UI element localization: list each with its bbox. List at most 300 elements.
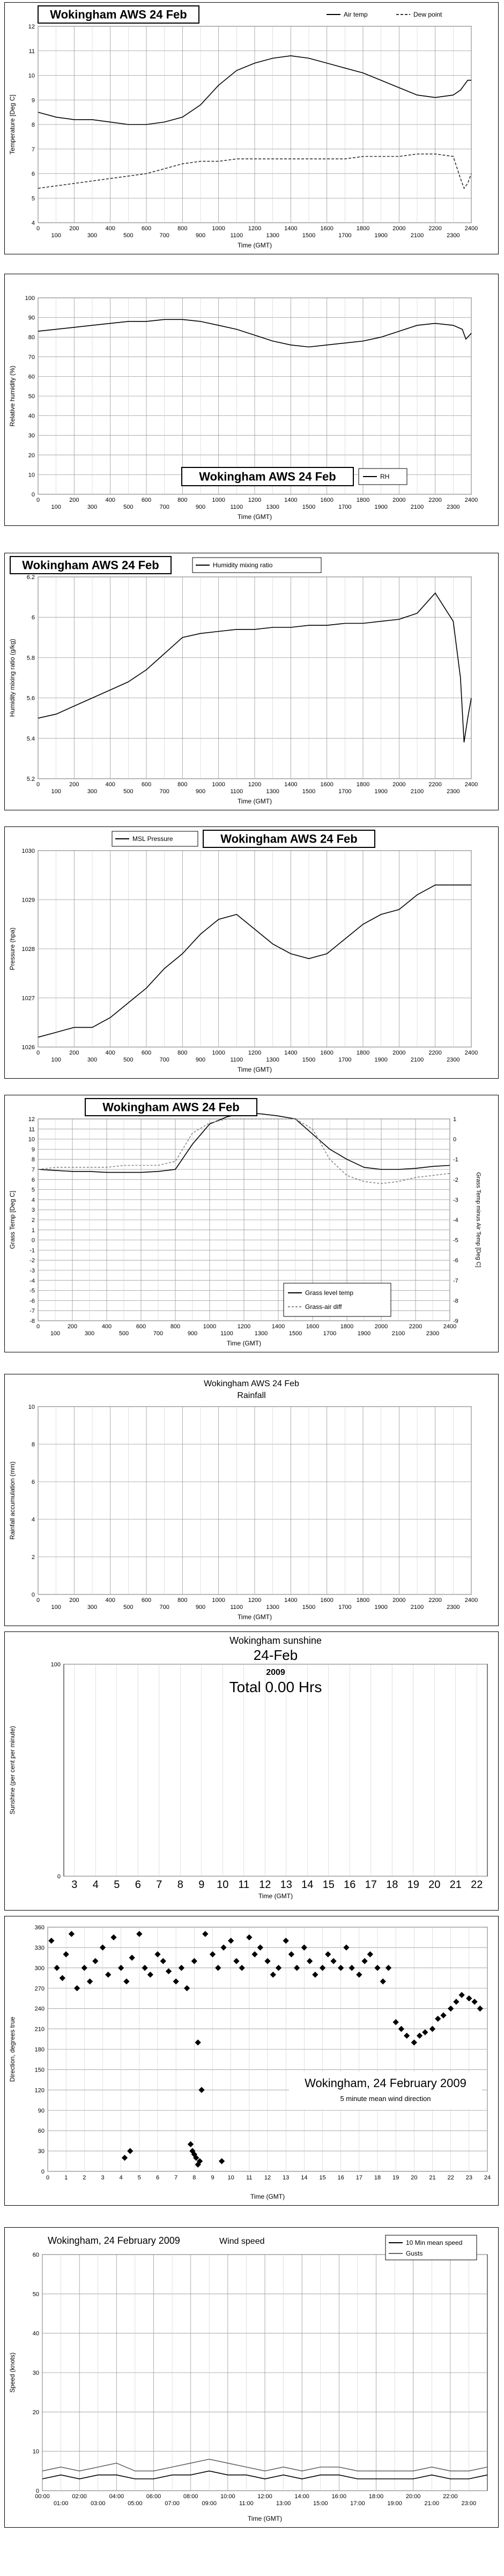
x-tick-label: 900 bbox=[187, 1330, 198, 1337]
y-tick-label: 30 bbox=[32, 2370, 39, 2376]
x-tick-label: 700 bbox=[153, 1330, 164, 1337]
chart-title: Wokingham AWS 24 Feb bbox=[204, 1379, 299, 1388]
x-tick-label: 14 bbox=[301, 1879, 314, 1891]
x-tick-label: 6 bbox=[135, 1879, 141, 1891]
y-tick-label: 12 bbox=[28, 1116, 35, 1123]
x-tick-label: 5 bbox=[114, 1879, 120, 1891]
pressure-chart-panel bbox=[4, 826, 499, 1079]
y-right-tick-label: -7 bbox=[453, 1277, 458, 1284]
x-tick-label: 1400 bbox=[284, 1050, 298, 1056]
y-tick-label: 7 bbox=[31, 146, 35, 153]
x-tick-label: 1100 bbox=[220, 1330, 233, 1337]
x-tick-label: 1100 bbox=[230, 232, 243, 239]
x-tick-label: 700 bbox=[159, 788, 169, 795]
x-tick-label: 2400 bbox=[464, 781, 478, 788]
y-tick-label: 1028 bbox=[21, 946, 35, 953]
x-tick-label: 900 bbox=[195, 1057, 206, 1063]
x-tick-label: 600 bbox=[141, 225, 152, 232]
x-tick-label: 1 bbox=[64, 2175, 68, 2181]
y-tick-label: 8 bbox=[31, 1157, 35, 1163]
x-tick-label: 0 bbox=[36, 781, 40, 788]
y-tick-label: 210 bbox=[34, 2026, 45, 2033]
x-tick-label: 0 bbox=[36, 1050, 40, 1056]
chart-svg-pressure bbox=[5, 827, 498, 1078]
y-tick-label: 100 bbox=[25, 295, 35, 302]
x-tick-label: 17 bbox=[365, 1879, 377, 1891]
y-tick-label: 11 bbox=[28, 48, 35, 55]
x-tick-label: 0 bbox=[46, 2175, 50, 2181]
x-tick-label: 12 bbox=[259, 1879, 271, 1891]
x-tick-label: 2200 bbox=[428, 1597, 442, 1604]
x-tick-label: 07:00 bbox=[165, 2500, 180, 2507]
x-tick-label: 15 bbox=[322, 1879, 335, 1891]
x-tick-label: 16 bbox=[337, 2175, 344, 2181]
x-tick-label: 19:00 bbox=[387, 2500, 402, 2507]
y-tick-label: 3 bbox=[31, 1207, 35, 1214]
temperature-chart-panel bbox=[4, 2, 499, 254]
x-tick-label: 7 bbox=[174, 2175, 178, 2181]
y-tick-label: 4 bbox=[31, 220, 35, 226]
x-tick-label: 17 bbox=[355, 2175, 362, 2181]
x-tick-label: 700 bbox=[159, 232, 169, 239]
x-tick-label: 3 bbox=[101, 2175, 105, 2181]
y-tick-label: 10 bbox=[28, 72, 35, 79]
y-tick-label: 0 bbox=[57, 1874, 61, 1880]
x-tick-label: 400 bbox=[105, 497, 115, 503]
x-tick-label: 100 bbox=[51, 232, 61, 239]
x-tick-label: 11 bbox=[238, 1879, 250, 1891]
chart-subtitle: Rainfall bbox=[237, 1391, 266, 1400]
x-tick-label: 1600 bbox=[320, 781, 333, 788]
x-tick-label: 2100 bbox=[410, 788, 424, 795]
x-tick-label: 400 bbox=[105, 1597, 115, 1604]
mixing-ratio-chart-panel bbox=[4, 553, 499, 810]
x-tick-label: 1600 bbox=[306, 1323, 320, 1330]
x-tick-label: 11:00 bbox=[239, 2500, 254, 2507]
x-tick-label: 2400 bbox=[464, 497, 478, 503]
x-axis-label: Time (GMT) bbox=[237, 513, 272, 521]
chart-year-label: 2009 bbox=[266, 1668, 285, 1677]
x-tick-label: 600 bbox=[141, 781, 152, 788]
y-tick-label: 6.2 bbox=[26, 574, 35, 581]
x-axis-label: Time (GMT) bbox=[258, 1892, 293, 1900]
x-tick-label: 300 bbox=[84, 1330, 95, 1337]
x-tick-label: 1000 bbox=[203, 1323, 217, 1330]
y-tick-label: 8 bbox=[31, 1441, 35, 1448]
x-tick-label: 1400 bbox=[284, 1597, 298, 1604]
x-tick-label: 1800 bbox=[340, 1323, 354, 1330]
y-tick-label: 90 bbox=[28, 314, 35, 321]
y-tick-label: 330 bbox=[34, 1944, 45, 1951]
chart-svg-temperature bbox=[5, 3, 498, 254]
x-tick-label: 2100 bbox=[391, 1330, 405, 1337]
y-tick-label: -3 bbox=[29, 1268, 35, 1274]
y-axis-label: Direction, degrees true bbox=[9, 2016, 16, 2082]
x-tick-label: 2200 bbox=[409, 1323, 423, 1330]
chart-svg-rainfall bbox=[5, 1374, 498, 1626]
legend-label: Humidity mixing ratio bbox=[213, 561, 273, 569]
x-tick-label: 2000 bbox=[392, 225, 406, 232]
legend-label: Gusts bbox=[406, 2250, 423, 2257]
wind-speed-chart-panel bbox=[4, 2227, 499, 2528]
x-tick-label: 900 bbox=[195, 1604, 206, 1611]
x-tick-label: 1700 bbox=[338, 1057, 352, 1063]
x-tick-label: 2100 bbox=[410, 504, 424, 510]
x-tick-label: 1200 bbox=[248, 497, 262, 503]
y-axis-label: Rainfall accumulation (mm) bbox=[9, 1461, 16, 1540]
y-tick-label: 11 bbox=[28, 1126, 35, 1133]
humidity-chart-panel bbox=[4, 274, 499, 526]
x-tick-label: 800 bbox=[177, 225, 188, 232]
y-tick-label: 0 bbox=[31, 492, 35, 498]
x-tick-label: 1600 bbox=[320, 225, 333, 232]
x-tick-label: 19 bbox=[392, 2175, 399, 2181]
x-tick-label: 2400 bbox=[464, 1050, 478, 1056]
x-axis-label: Time (GMT) bbox=[247, 2515, 283, 2522]
x-tick-label: 03:00 bbox=[90, 2500, 106, 2507]
x-tick-label: 22:00 bbox=[443, 2493, 458, 2500]
x-tick-label: 1300 bbox=[266, 232, 279, 239]
y-tick-label: 0 bbox=[35, 2488, 39, 2494]
x-tick-label: 04:00 bbox=[109, 2493, 124, 2500]
y-right-tick-label: -8 bbox=[453, 1298, 458, 1305]
x-tick-label: 1400 bbox=[284, 497, 298, 503]
chart-title: Wokingham AWS 24 Feb bbox=[102, 1100, 240, 1114]
y-tick-label: 0 bbox=[31, 1237, 35, 1244]
x-tick-label: 8 bbox=[192, 2175, 196, 2181]
y-tick-label: 6 bbox=[31, 1176, 35, 1183]
y-right-tick-label: 0 bbox=[453, 1136, 457, 1143]
x-tick-label: 2300 bbox=[447, 232, 460, 239]
x-tick-label: 2300 bbox=[447, 788, 460, 795]
x-tick-label: 10 bbox=[217, 1879, 229, 1891]
y-tick-label: 0 bbox=[41, 2169, 45, 2175]
rainfall-chart-panel bbox=[4, 1374, 499, 1626]
x-tick-label: 2100 bbox=[410, 1057, 424, 1063]
x-tick-label: 05:00 bbox=[128, 2500, 143, 2507]
x-tick-label: 6 bbox=[155, 2175, 160, 2181]
x-tick-label: 1900 bbox=[374, 232, 388, 239]
x-tick-label: 23 bbox=[465, 2175, 472, 2181]
x-tick-label: 800 bbox=[170, 1323, 181, 1330]
x-tick-label: 4 bbox=[92, 1879, 99, 1891]
y-tick-label: 180 bbox=[34, 2046, 45, 2053]
x-tick-label: 15:00 bbox=[313, 2500, 328, 2507]
x-tick-label: 1000 bbox=[212, 1597, 225, 1604]
y-tick-label: 80 bbox=[28, 334, 35, 341]
x-axis-label: Time (GMT) bbox=[237, 1066, 272, 1073]
x-tick-label: 1500 bbox=[302, 788, 316, 795]
x-tick-label: 1700 bbox=[338, 788, 352, 795]
x-tick-label: 1400 bbox=[271, 1323, 285, 1330]
x-tick-label: 2 bbox=[83, 2175, 86, 2181]
x-tick-label: 100 bbox=[51, 788, 61, 795]
x-tick-label: 100 bbox=[51, 504, 61, 510]
x-tick-label: 1000 bbox=[212, 225, 225, 232]
x-tick-label: 1500 bbox=[302, 1604, 316, 1611]
y-tick-label: 10 bbox=[28, 1404, 35, 1410]
x-tick-label: 300 bbox=[87, 504, 98, 510]
x-tick-label: 2300 bbox=[447, 1604, 460, 1611]
y-tick-label: 1026 bbox=[21, 1044, 35, 1051]
x-tick-label: 200 bbox=[69, 497, 79, 503]
x-tick-label: 100 bbox=[51, 1057, 61, 1063]
y-tick-label: 240 bbox=[34, 2006, 45, 2012]
x-tick-label: 01:00 bbox=[53, 2500, 69, 2507]
x-tick-label: 1700 bbox=[338, 504, 352, 510]
x-tick-label: 2000 bbox=[392, 1050, 406, 1056]
x-tick-label: 2400 bbox=[464, 225, 478, 232]
y-tick-label: 1030 bbox=[21, 848, 35, 854]
x-tick-label: 21:00 bbox=[424, 2500, 440, 2507]
y-tick-label: 30 bbox=[28, 433, 35, 440]
chart-title: Wokingham sunshine bbox=[229, 1635, 322, 1646]
x-tick-label: 21 bbox=[429, 2175, 436, 2181]
x-tick-label: 800 bbox=[177, 497, 188, 503]
x-tick-label: 2400 bbox=[464, 1597, 478, 1604]
x-tick-label: 1800 bbox=[356, 781, 370, 788]
x-tick-label: 00:00 bbox=[35, 2493, 50, 2500]
y-tick-label: 5 bbox=[31, 195, 35, 202]
y-tick-label: 6 bbox=[31, 1479, 35, 1485]
x-tick-label: 700 bbox=[159, 1057, 169, 1063]
x-tick-label: 7 bbox=[156, 1879, 162, 1891]
y-tick-label: 5.6 bbox=[26, 695, 35, 702]
chart-svg-mixing bbox=[5, 553, 498, 810]
x-tick-label: 1600 bbox=[320, 1050, 333, 1056]
chart-svg-grass bbox=[5, 1095, 498, 1352]
y-right-tick-label: -3 bbox=[453, 1197, 458, 1204]
x-tick-label: 24 bbox=[484, 2175, 491, 2181]
x-tick-label: 3 bbox=[71, 1879, 78, 1891]
x-tick-label: 16:00 bbox=[331, 2493, 347, 2500]
x-tick-label: 800 bbox=[177, 781, 188, 788]
y-tick-label: -5 bbox=[29, 1287, 35, 1294]
legend-label: 10 Min mean speed bbox=[406, 2239, 463, 2246]
x-axis-label: Time (GMT) bbox=[237, 797, 272, 805]
y-tick-label: 10 bbox=[28, 1136, 35, 1143]
y-axis-label: Temperature [Deg C] bbox=[9, 94, 16, 155]
x-tick-label: 1300 bbox=[254, 1330, 268, 1337]
x-tick-label: 10:00 bbox=[220, 2493, 235, 2500]
y-tick-label: 10 bbox=[32, 2448, 39, 2455]
x-tick-label: 700 bbox=[159, 1604, 169, 1611]
y-tick-label: -7 bbox=[29, 1308, 35, 1315]
y-tick-label: 60 bbox=[38, 2128, 45, 2135]
x-tick-label: 02:00 bbox=[72, 2493, 87, 2500]
x-tick-label: 2400 bbox=[443, 1323, 457, 1330]
x-tick-label: 300 bbox=[87, 788, 98, 795]
x-tick-label: 1100 bbox=[230, 1057, 243, 1063]
x-tick-label: 09:00 bbox=[202, 2500, 217, 2507]
y-tick-label: 270 bbox=[34, 1985, 45, 1992]
y-tick-label: -8 bbox=[29, 1318, 35, 1324]
x-tick-label: 1000 bbox=[212, 1050, 225, 1056]
y-tick-label: 30 bbox=[38, 2148, 45, 2155]
x-tick-label: 200 bbox=[69, 1597, 79, 1604]
x-tick-label: 9 bbox=[211, 2175, 214, 2181]
legend-box bbox=[284, 1283, 391, 1316]
y-right-tick-label: -2 bbox=[453, 1176, 458, 1183]
x-tick-label: 1300 bbox=[266, 1057, 279, 1063]
chart-total-label: Total 0.00 Hrs bbox=[229, 1679, 322, 1695]
chart-subtitle: 5 minute mean wind direction bbox=[340, 2095, 431, 2103]
x-tick-label: 1300 bbox=[266, 1604, 279, 1611]
x-tick-label: 17:00 bbox=[350, 2500, 365, 2507]
y-tick-label: 4 bbox=[31, 1517, 35, 1523]
x-tick-label: 1200 bbox=[248, 225, 262, 232]
x-tick-label: 1600 bbox=[320, 497, 333, 503]
x-tick-label: 1100 bbox=[230, 1604, 243, 1611]
y-tick-label: 90 bbox=[38, 2107, 45, 2114]
x-tick-label: 18 bbox=[374, 2175, 381, 2181]
x-axis-label: Time (GMT) bbox=[237, 1613, 272, 1621]
x-tick-label: 1700 bbox=[338, 232, 352, 239]
x-tick-label: 500 bbox=[123, 1057, 134, 1063]
y-tick-label: 1027 bbox=[21, 995, 35, 1002]
y-tick-label: 40 bbox=[32, 2330, 39, 2337]
x-tick-label: 1200 bbox=[248, 781, 262, 788]
chart-svg-humidity bbox=[5, 274, 498, 525]
legend-label: RH bbox=[380, 473, 390, 480]
x-tick-label: 200 bbox=[67, 1323, 78, 1330]
x-tick-label: 0 bbox=[36, 1323, 40, 1330]
chart-title: Wokingham, 24 February 2009 bbox=[305, 2076, 466, 2090]
x-tick-label: 4 bbox=[119, 2175, 123, 2181]
x-tick-label: 600 bbox=[141, 1050, 152, 1056]
x-tick-label: 1900 bbox=[374, 1604, 388, 1611]
x-tick-label: 20:00 bbox=[405, 2493, 421, 2500]
x-tick-label: 1500 bbox=[302, 232, 316, 239]
x-tick-label: 11 bbox=[246, 2175, 253, 2181]
x-tick-label: 1500 bbox=[288, 1330, 302, 1337]
wind-direction-chart-panel bbox=[4, 1916, 499, 2206]
x-tick-label: 1300 bbox=[266, 788, 279, 795]
y-tick-label: 12 bbox=[28, 24, 35, 30]
x-tick-label: 400 bbox=[105, 1050, 115, 1056]
y-tick-label: 9 bbox=[31, 97, 35, 104]
y-tick-label: 2 bbox=[31, 1217, 35, 1224]
x-tick-label: 2100 bbox=[410, 1604, 424, 1611]
grass-temp-chart-panel bbox=[4, 1095, 499, 1352]
x-tick-label: 500 bbox=[123, 1604, 134, 1611]
x-axis-label: Time (GMT) bbox=[250, 2193, 285, 2200]
x-tick-label: 0 bbox=[36, 497, 40, 503]
x-tick-label: 13 bbox=[283, 2175, 290, 2181]
x-tick-label: 21 bbox=[449, 1879, 462, 1891]
x-tick-label: 1900 bbox=[374, 788, 388, 795]
x-tick-label: 1900 bbox=[374, 504, 388, 510]
x-axis-label: Time (GMT) bbox=[237, 241, 272, 249]
y-tick-label: 4 bbox=[31, 1197, 35, 1204]
x-tick-label: 600 bbox=[141, 497, 152, 503]
x-tick-label: 22 bbox=[447, 2175, 454, 2181]
y-tick-label: 100 bbox=[50, 1662, 61, 1668]
x-tick-label: 16 bbox=[344, 1879, 356, 1891]
x-tick-label: 700 bbox=[159, 504, 169, 510]
chart-title: Wokingham AWS 24 Feb bbox=[199, 470, 336, 484]
x-tick-label: 100 bbox=[51, 1604, 61, 1611]
y-tick-label: 300 bbox=[34, 1965, 45, 1972]
y-tick-label: 70 bbox=[28, 354, 35, 361]
x-tick-label: 9 bbox=[198, 1879, 205, 1891]
chart-title-suffix: Wind speed bbox=[219, 2237, 265, 2246]
y-tick-label: 40 bbox=[28, 413, 35, 420]
y-tick-label: 20 bbox=[32, 2409, 39, 2416]
x-tick-label: 500 bbox=[123, 788, 134, 795]
y-tick-label: 5.2 bbox=[26, 776, 35, 782]
x-tick-label: 500 bbox=[123, 232, 134, 239]
x-tick-label: 18:00 bbox=[368, 2493, 384, 2500]
legend-label: MSL Pressure bbox=[132, 835, 173, 843]
y-right-tick-label: -6 bbox=[453, 1257, 458, 1264]
x-tick-label: 300 bbox=[87, 1057, 98, 1063]
x-tick-label: 200 bbox=[69, 225, 79, 232]
legend-label: Grass level temp bbox=[305, 1289, 354, 1297]
y-tick-label: 150 bbox=[34, 2067, 45, 2074]
x-tick-label: 900 bbox=[195, 504, 206, 510]
x-tick-label: 800 bbox=[177, 1597, 188, 1604]
x-tick-label: 2000 bbox=[374, 1323, 388, 1330]
y-tick-label: 50 bbox=[32, 2291, 39, 2298]
x-axis-label: Time (GMT) bbox=[226, 1340, 262, 1347]
x-tick-label: 1400 bbox=[284, 225, 298, 232]
y-tick-label: -6 bbox=[29, 1298, 35, 1305]
chart-svg-sunshine bbox=[5, 1632, 498, 1910]
y-tick-label: 50 bbox=[28, 393, 35, 400]
y-axis-label: Humidity mixing ratio (g/kg) bbox=[9, 639, 16, 717]
x-tick-label: 1900 bbox=[374, 1057, 388, 1063]
chart-title: Wokingham, 24 February 2009 bbox=[48, 2235, 180, 2246]
x-tick-label: 2000 bbox=[392, 497, 406, 503]
x-tick-label: 1100 bbox=[230, 788, 243, 795]
x-tick-label: 1800 bbox=[356, 225, 370, 232]
x-tick-label: 2300 bbox=[426, 1330, 440, 1337]
y-right-tick-label: 1 bbox=[453, 1116, 457, 1123]
y-tick-label: 0 bbox=[31, 1592, 35, 1598]
x-tick-label: 1400 bbox=[284, 781, 298, 788]
x-tick-label: 1800 bbox=[356, 497, 370, 503]
x-tick-label: 1000 bbox=[212, 781, 225, 788]
chart-title: Wokingham AWS 24 Feb bbox=[220, 832, 358, 846]
y-tick-label: 120 bbox=[34, 2087, 45, 2094]
x-tick-label: 13:00 bbox=[276, 2500, 291, 2507]
y-right-axis-label: Grass Temp minus Air Temp [Deg C] bbox=[475, 1172, 481, 1268]
y-tick-label: 5.4 bbox=[26, 735, 35, 742]
x-tick-label: 1300 bbox=[266, 504, 279, 510]
chart-svg-wind-speed bbox=[5, 2228, 498, 2527]
x-tick-label: 1800 bbox=[356, 1597, 370, 1604]
chart-title: Wokingham AWS 24 Feb bbox=[22, 558, 159, 572]
x-tick-label: 1200 bbox=[248, 1050, 262, 1056]
y-tick-label: 7 bbox=[31, 1167, 35, 1173]
y-right-tick-label: -4 bbox=[453, 1217, 458, 1224]
x-tick-label: 1000 bbox=[212, 497, 225, 503]
legend-label: Air temp bbox=[344, 11, 368, 18]
x-tick-label: 500 bbox=[123, 504, 134, 510]
x-tick-label: 2200 bbox=[428, 781, 442, 788]
x-tick-label: 1600 bbox=[320, 1597, 333, 1604]
x-tick-label: 500 bbox=[118, 1330, 129, 1337]
chart-title: Wokingham AWS 24 Feb bbox=[50, 8, 187, 21]
x-tick-label: 300 bbox=[87, 232, 98, 239]
x-tick-label: 22 bbox=[471, 1879, 483, 1891]
x-tick-label: 18 bbox=[386, 1879, 398, 1891]
x-tick-label: 1900 bbox=[357, 1330, 371, 1337]
y-tick-label: 60 bbox=[28, 374, 35, 380]
y-right-tick-label: -5 bbox=[453, 1237, 458, 1244]
x-tick-label: 23:00 bbox=[461, 2500, 477, 2507]
